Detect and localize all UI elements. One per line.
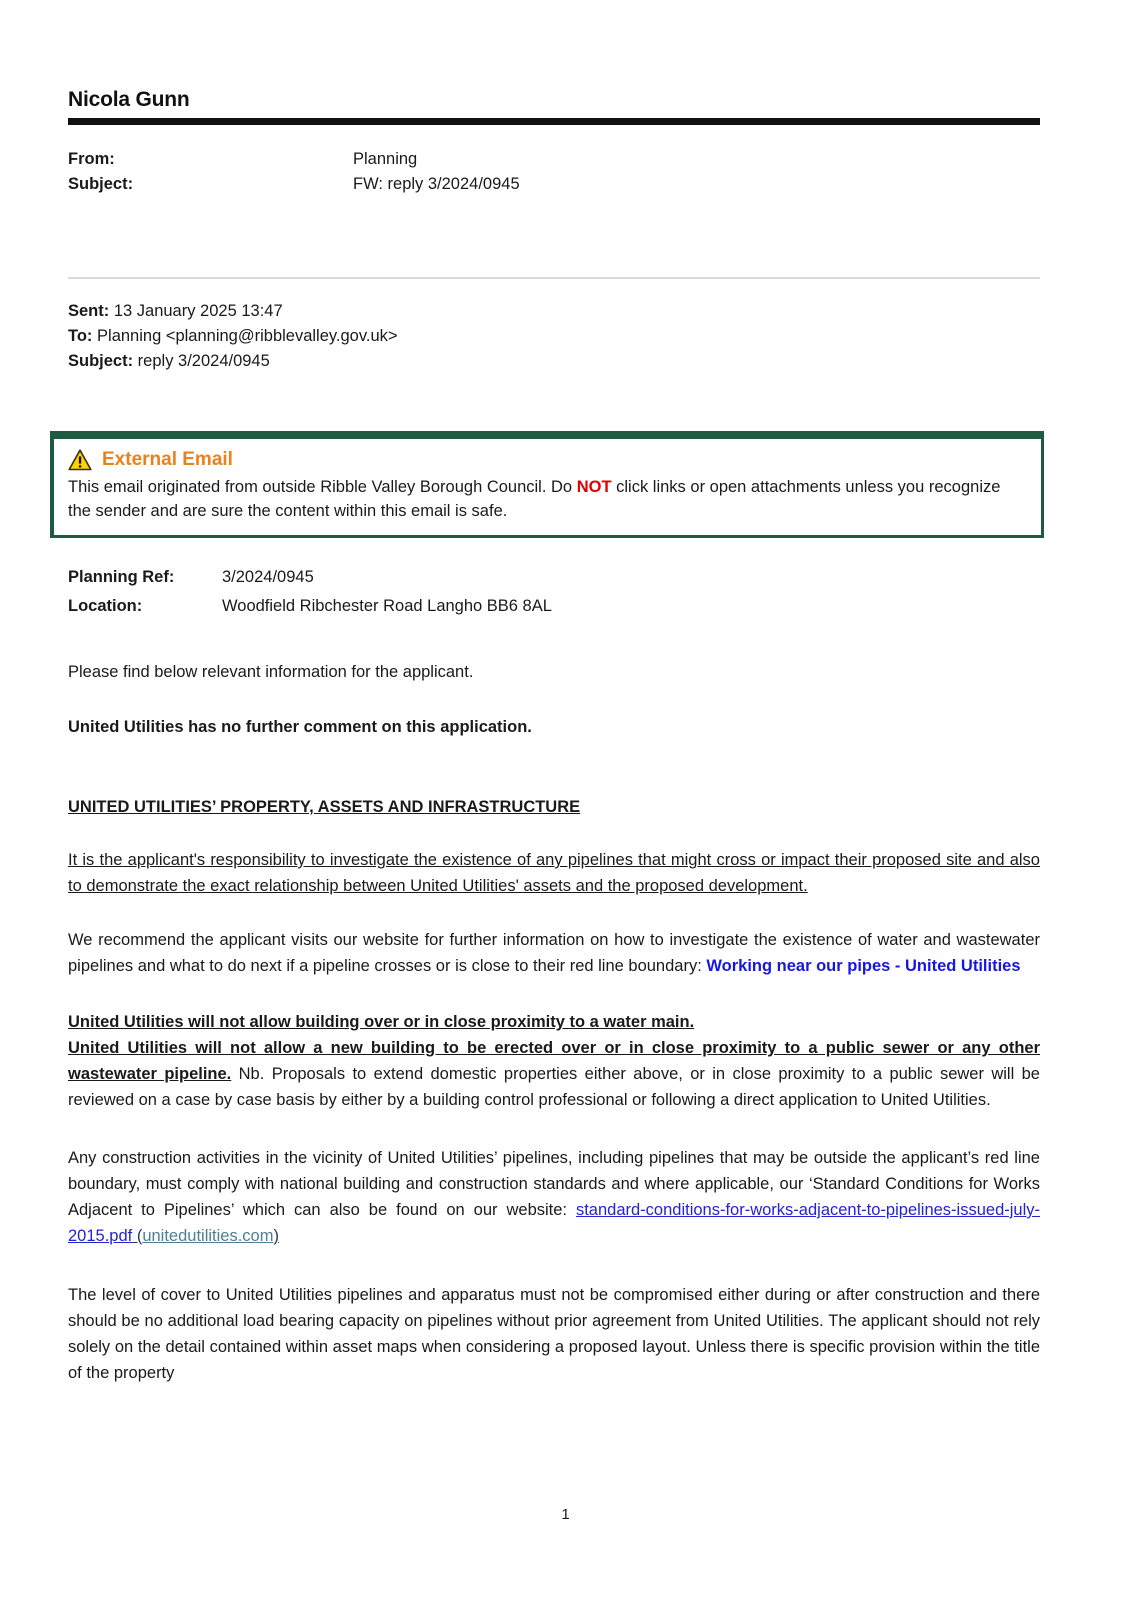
external-warning-title-row [68, 449, 1025, 471]
planning-ref-value: 3/2024/0945 [222, 568, 314, 586]
location-value: Woodfield Ribchester Road Langho BB6 8AL [222, 597, 552, 615]
planning-reference-block [68, 563, 1040, 621]
header-field-from [68, 147, 1040, 172]
subject2-label: Subject: [68, 352, 134, 370]
forwarded-message-meta [68, 299, 1040, 374]
recommend-paragraph [68, 927, 1040, 979]
construction-text: Any construction activities in the vicinity of United Utilities’ pipelines, including pipelines that may be outside the applicant’s red line boundary, must comply with national building and construction standards and where applicable, our ‘Standard Conditions for Works Adjacent to Pipelines’ which can also be found on our website: [68, 1149, 1040, 1219]
header-divider-thick [68, 118, 1040, 125]
subject2-value: reply 3/2024/0945 [133, 352, 270, 370]
header-field-subject [68, 172, 1040, 197]
subject-label: Subject: [68, 175, 134, 193]
working-near-pipes-link[interactable]: Working near our pipes - United Utilities [706, 957, 1021, 975]
sent-value: 13 January 2025 13:47 [109, 302, 283, 320]
email-header-fields [68, 147, 1040, 197]
standard-conditions-pdf-link[interactable]: standard-conditions-for-works-adjacent-to-pipelines-issued-july-2015.pdf [68, 1201, 1040, 1245]
external-email-body [68, 475, 1025, 523]
planning-ref-row [68, 563, 1040, 592]
construction-paragraph [68, 1145, 1040, 1249]
sewer-rule: United Utilities will not allow a new building to be erected over or in close proximity to a public sewer or any other wastewater pipeline. [68, 1039, 1040, 1083]
external-body-before: This email originated from outside Ribble Valley Borough Council. Do [68, 478, 577, 496]
to-value: Planning <planning@ribblevalley.gov.uk> [92, 327, 398, 345]
subject-value: FW: reply 3/2024/0945 [353, 175, 520, 193]
location-row [68, 592, 1040, 621]
building-restrictions-paragraph [68, 1009, 1040, 1113]
from-value: Planning [353, 150, 418, 168]
unitedutilities-domain-link[interactable]: unitedutilities.com [142, 1227, 274, 1245]
to-line [68, 324, 1040, 349]
subject-line [68, 349, 1040, 374]
sewer-rule-note: Nb. Proposals to extend domestic properties either above, or in close proximity to a public sewer will be reviewed on a case by case basis by either by a building control professional or following a direct application to United Utilities. [68, 1065, 1040, 1109]
external-email-warning-banner [50, 431, 1044, 538]
sent-label: Sent: [68, 302, 110, 320]
planning-ref-label: Planning Ref: [68, 568, 175, 586]
no-comment-statement: United Utilities has no further comment on this application. [68, 718, 532, 736]
recommend-text: We recommend the applicant visits our website for further information on how to investigate the existence of water and wastewater pipelines and what to do next if a pipeline crosses or is close to their red line boundary: [68, 931, 1040, 975]
intro-paragraph: Please find below relevant information for the applicant. [68, 663, 474, 681]
warning-triangle-icon [68, 449, 92, 471]
sent-line [68, 299, 1040, 324]
pdf-link-paren-close: ) [273, 1227, 279, 1245]
external-email-title: External Email [102, 449, 233, 470]
pdf-link-paren-open: ( [132, 1227, 143, 1245]
from-label: From: [68, 150, 115, 168]
location-label: Location: [68, 597, 143, 615]
external-not-word: NOT [576, 478, 612, 496]
to-label: To: [68, 327, 93, 345]
email-document-page [68, 0, 1040, 1386]
responsibility-paragraph: It is the applicant's responsibility to investigate the existence of any pipelines that might cross or impact their proposed site and also to demonstrate the exact relationship between United Utilities' assets and the proposed development. [68, 851, 1040, 895]
section-divider-thin [68, 277, 1040, 279]
level-of-cover-paragraph: The level of cover to United Utilities pipelines and apparatus must not be compromised either during or after construction and there should be no additional load bearing capacity on pipelines without prior agreement from United Utilities. The applicant should not rely solely on the detail contained within asset maps when considering a proposed layout. Unless there is specific provision within the title of the property [68, 1286, 1040, 1382]
external-body-after: click links or open attachments unless you recognize the sender and are sure the content within this email is safe. [68, 478, 1001, 520]
water-main-rule: United Utilities will not allow building over or in close proximity to a water main. [68, 1013, 695, 1031]
page-number: 1 [561, 1506, 570, 1523]
section-heading: UNITED UTILITIES’ PROPERTY, ASSETS AND INFRASTRUCTURE [68, 798, 581, 816]
recipient-name: Nicola Gunn [68, 88, 190, 111]
